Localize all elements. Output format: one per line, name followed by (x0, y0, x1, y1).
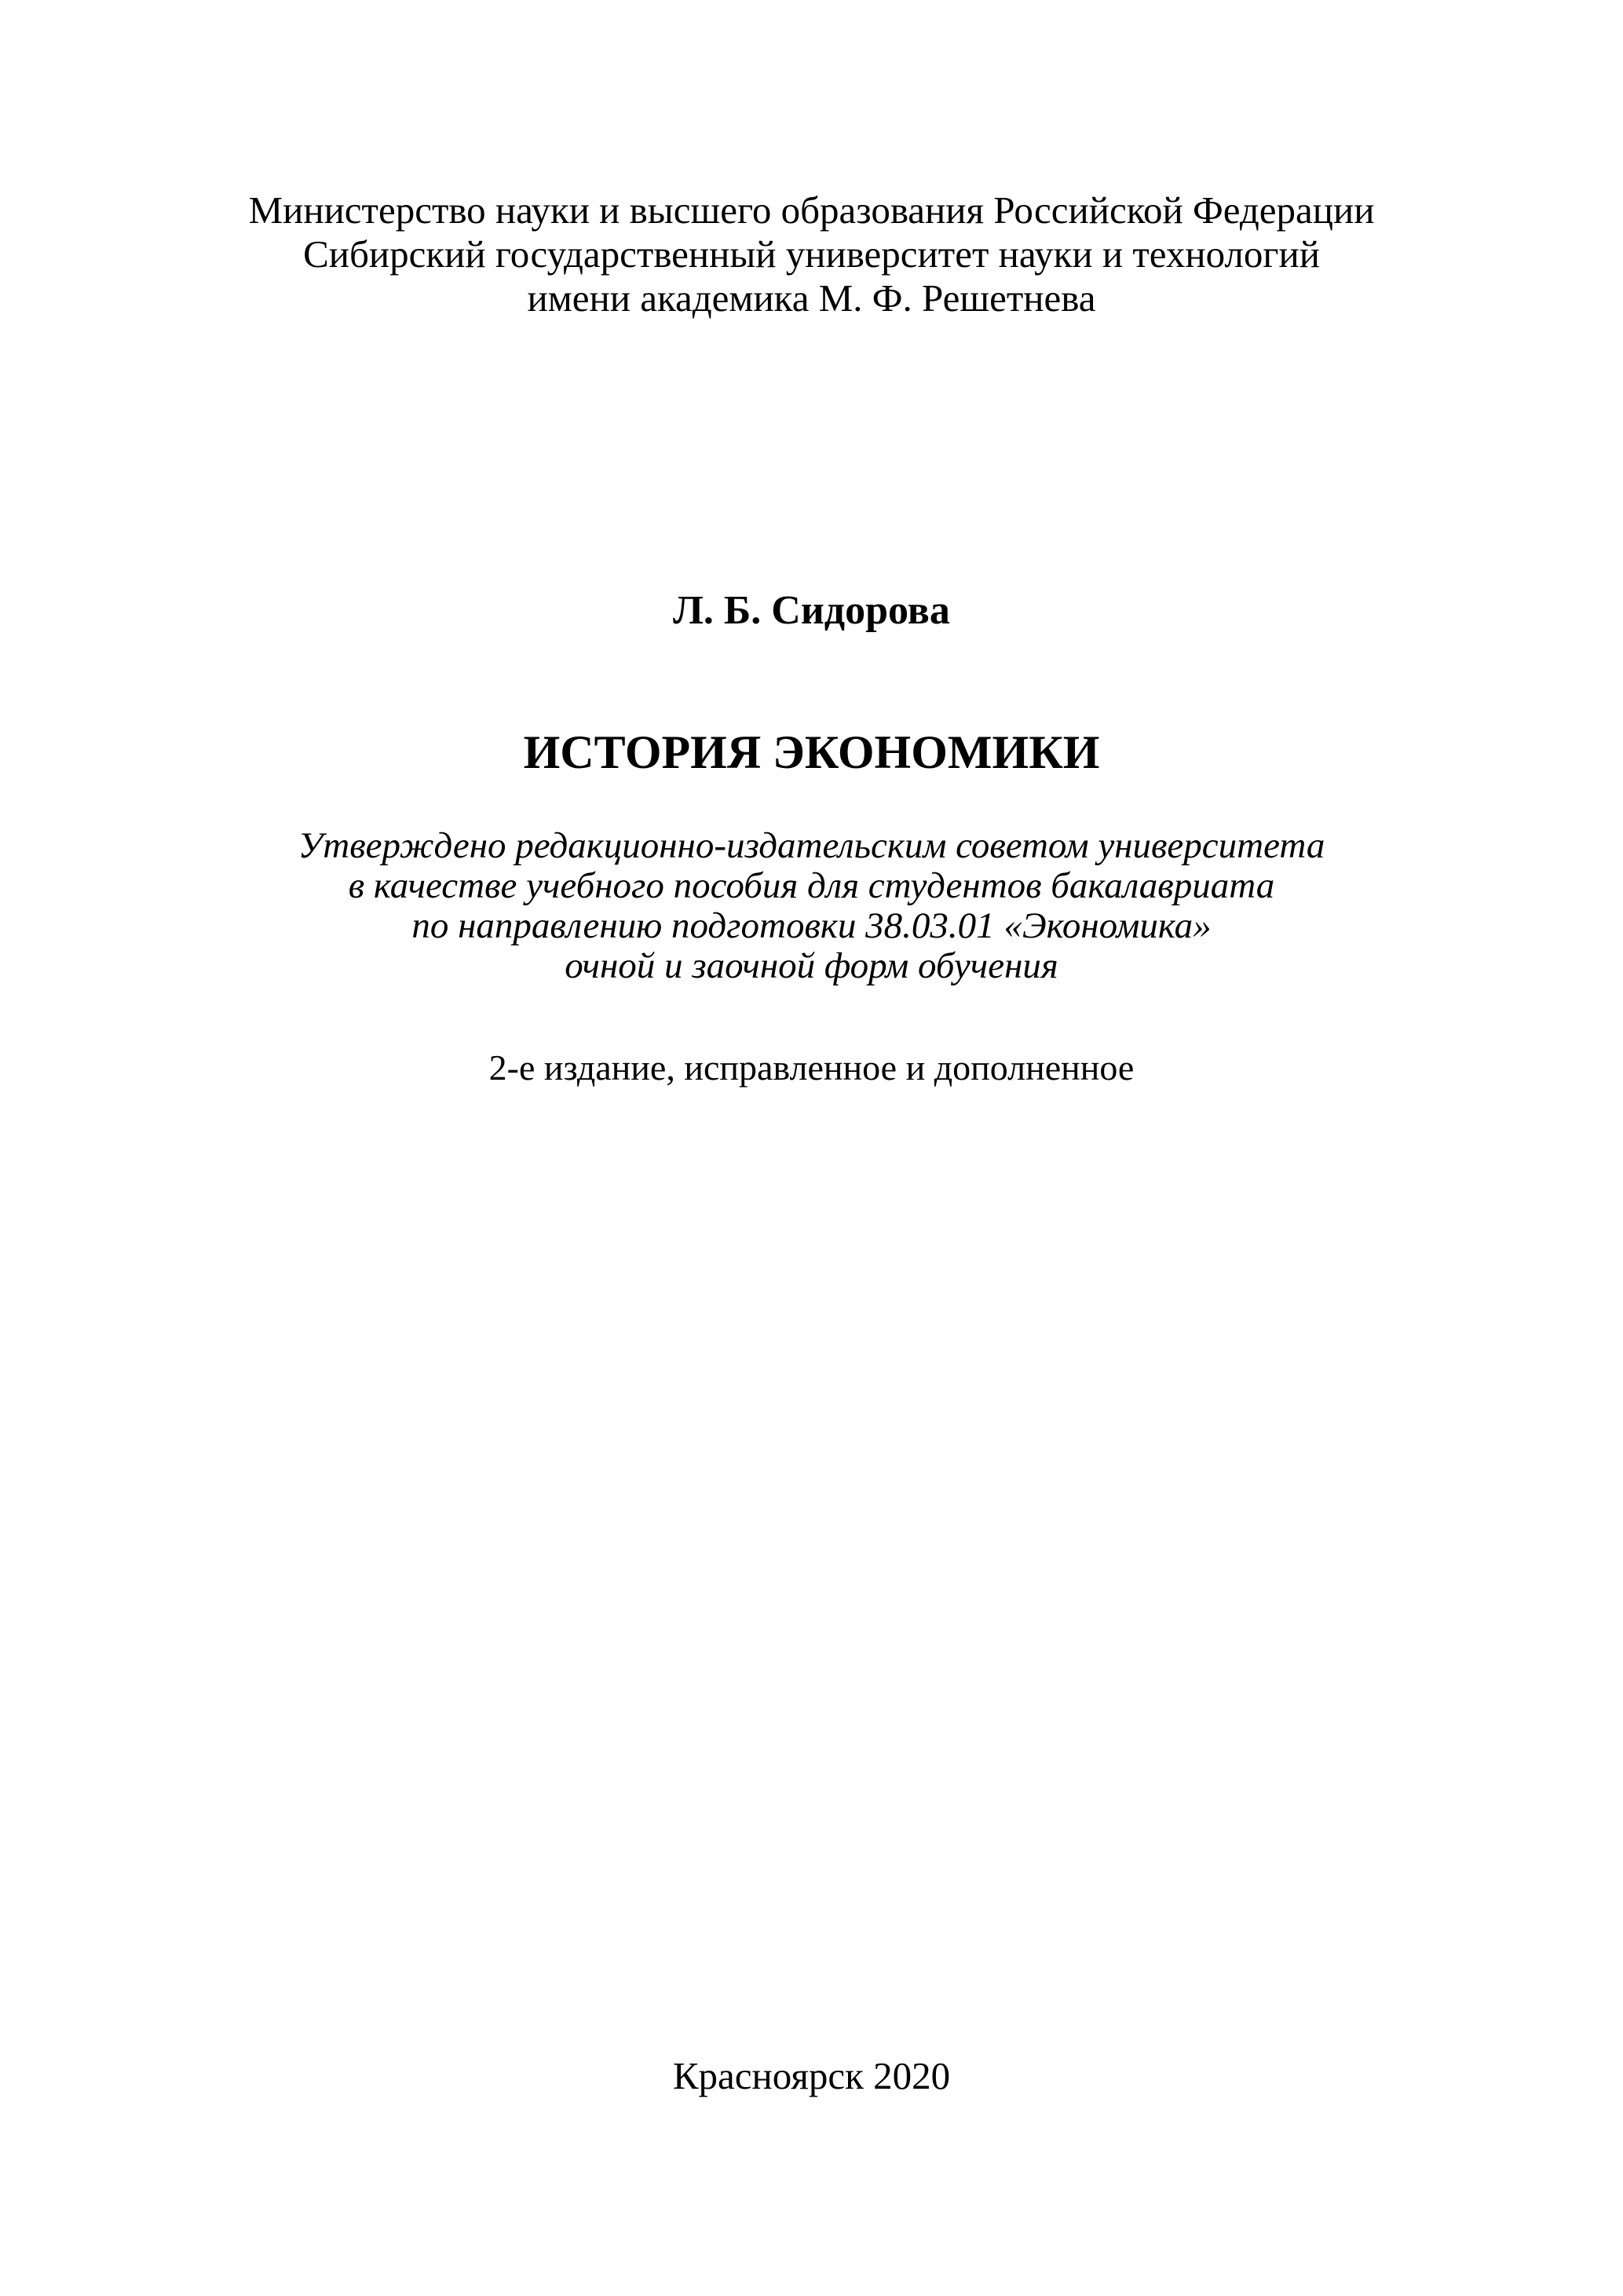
approval-line: Утверждено редакционно-издательским советом университета (298, 825, 1325, 866)
city-year: Красноярск 2020 (672, 2054, 951, 2097)
university-line: Сибирский государственный университет науки и технологий (303, 232, 1320, 276)
approval-line: по направлению подготовки 38.03.01 «Экономика» (411, 905, 1212, 946)
edition-note: 2-е издание, исправленное и дополненное (488, 1047, 1135, 1088)
book-title: ИСТОРИЯ ЭКОНОМИКИ (523, 726, 1100, 778)
author-name: Л. Б. Сидорова (673, 588, 950, 633)
approval-line: очной и заочной форм обучения (565, 945, 1058, 986)
approval-line: в качестве учебного пособия для студентов бакалавриата (348, 865, 1275, 906)
approval-statement (0, 826, 1623, 986)
university-name-line: имени академика М. Ф. Решетнева (527, 276, 1096, 320)
institution-header (0, 188, 1623, 320)
ministry-line: Министерство науки и высшего образования Российской Федерации (248, 188, 1375, 232)
